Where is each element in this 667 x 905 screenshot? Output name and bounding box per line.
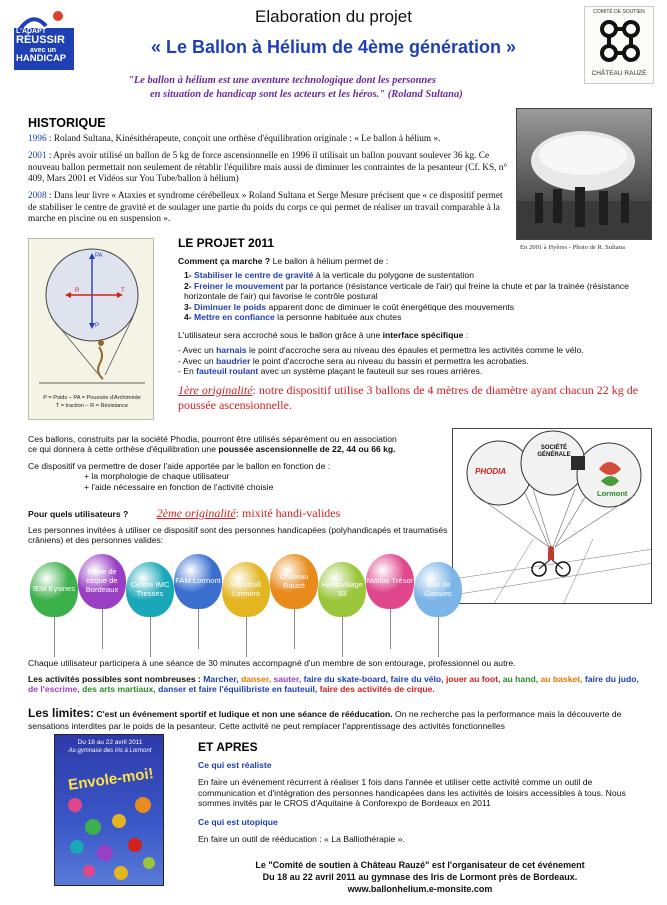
projet-list-item — [184, 302, 648, 312]
quote-line1: "Le ballon à hélium est une aventure technologique dont les personnes — [128, 75, 437, 86]
historique-photo — [516, 108, 652, 240]
utilisateurs-text — [28, 506, 448, 546]
projet-item-key: Stabiliser le centre de gravité — [194, 270, 314, 281]
sponsor-lormont: Lormont — [597, 489, 628, 498]
activity-item: danser, — [241, 674, 274, 684]
projet-bullet — [178, 356, 648, 366]
ballons-line2 — [28, 444, 448, 454]
activity-item: jouer au foot, — [445, 674, 503, 684]
label-pa: PA — [95, 253, 103, 259]
bullet-key: harnais — [216, 345, 247, 356]
historique-text-body: : Dans leur livre « Ataxies et syndrome cérébelleux » Roland Sultana et Serge Mesure précisent que « ce dispositif permet de stabiliser le centre de gravité et de soulager une partie du poids du corps ce qui permet de réaliser un travail comparable à la marche en piscine ou en suspension ». — [28, 191, 503, 224]
historique-year: 2008 — [28, 191, 47, 202]
quote-line2: en situation de handicap sont les acteurs et les héros." (Roland Sultana) — [150, 88, 463, 100]
balloon-string — [342, 617, 343, 657]
balloon-string — [150, 617, 151, 657]
projet-question-label: Comment ça marche ? — [178, 256, 271, 266]
poster-line2: Au gymnase des Iris à Lormont — [68, 748, 152, 754]
limites-body: On ne recherche pas la performance mais la découverte de sensations interdites par le poids de la pesanteur. Cette activité ne peut remplacer l'apprentissage des activités fonctionnelles — [28, 709, 622, 731]
balloon-string — [390, 609, 391, 649]
activity-item: au hand, — [502, 674, 541, 684]
projet-item-key: Diminuer le poids — [194, 301, 267, 312]
ballons-line2-pre: ce qui donnera à cette orthèse d'équilibration une — [28, 444, 219, 455]
limites-text — [28, 706, 648, 731]
sultana-quote — [128, 74, 548, 101]
ballons-line2-key: poussée ascensionnelle de 22, 44 ou 66 kg. — [218, 444, 396, 455]
label-r: R — [75, 288, 80, 294]
partner-balloon-label: Marius Trésor — [366, 554, 414, 609]
realiste-text: En faire un événement récurrent à réaliser 1 fois dans l'année et utiliser cette activité comme un outil de communication et d'intégration des personnes handicapées dans les activités de loisirs accessibles à tous. Nous sommes invités par le CROS d'Aquitaine à Conforexpo de Bordeaux en 2011 — [198, 777, 626, 809]
activity-item: sauter, — [273, 674, 304, 684]
session-text: Chaque utilisateur participera à une séance de 30 minutes accompagné d'un membre de son entourage, professionnel ou autre. — [28, 658, 516, 668]
limites-key: C'est un événement sportif et ludique et non une séance de rééducation. — [94, 709, 393, 719]
dose-item: + l'aide nécessaire en fonction de l'activité choisie — [84, 481, 274, 492]
partner-balloon — [30, 562, 78, 657]
activity-item: faire des activités de cirque. — [319, 684, 435, 695]
historique-year: 1996 — [28, 134, 47, 144]
activity-item: au basket, — [540, 674, 585, 684]
event-poster — [54, 734, 164, 886]
partner-balloon — [78, 554, 126, 657]
originalite-2-text: : mixité handi-valides — [235, 506, 341, 520]
projet-list — [178, 270, 648, 322]
photo-balloon-scene — [517, 109, 652, 240]
projet-list-item — [184, 312, 648, 322]
partner-balloon — [414, 562, 462, 657]
sponsor-balloons-illustration — [452, 428, 652, 604]
projet-item-num: 1- — [184, 270, 192, 281]
activity-item: faire du vélo, — [390, 674, 446, 684]
activity-item: des arts martiaux, — [82, 684, 159, 695]
activity-item: Marcher, — [200, 674, 242, 684]
adapt-logo-line3: avec un — [30, 46, 57, 54]
adapt-logo-line1: L'ADAPT — [16, 28, 47, 35]
poster-line1: Du 18 au 22 avril 2011 — [77, 739, 143, 746]
projet-item-text: par la portance (résistance verticale de l'air) qui freine la chute et par la trainée (résistance horizontale de l'air) qui favorise le contrôle postural — [184, 280, 629, 302]
partner-balloon-label: Centre IMC Tresses — [126, 562, 174, 617]
partner-balloon — [270, 554, 318, 657]
activity-item: de l'escrime, — [28, 684, 83, 695]
balloon-string — [438, 617, 439, 657]
activites-text — [28, 674, 648, 695]
projet-heading: LE PROJET 2011 — [178, 236, 275, 250]
poster-headline: Envole-moi! — [67, 765, 155, 794]
originalite-1 — [178, 383, 648, 413]
historique-text — [28, 134, 508, 231]
projet-bullet — [178, 345, 648, 355]
projet-item-num: 4- — [184, 312, 192, 323]
label-t: T — [121, 288, 125, 294]
activites-label: Les activités possibles sont nombreuses : — [28, 674, 201, 684]
realiste-label: Ce qui est réaliste — [198, 760, 272, 770]
footer-line2: Du 18 au 22 avril 2011 au gymnase des Iris de Lormont près de Bordeaux. — [262, 871, 578, 882]
apres-text — [198, 760, 648, 845]
bullet-text: avec un système plaçant le fauteuil sur ses roues arrières. — [258, 366, 483, 377]
historique-entry — [28, 151, 508, 185]
utilisateurs-question-row — [28, 506, 448, 521]
ballons-line1: Ces ballons, construits par la société Phodia, pourront être utilisés séparément ou en association — [28, 434, 397, 444]
balloon-string — [54, 617, 55, 657]
forces-diagram-graphic — [29, 239, 155, 389]
projet-question-text: Le ballon à hélium permet de : — [270, 256, 389, 266]
projet-bullets — [178, 345, 648, 376]
limites-label: Les limites: — [28, 706, 95, 720]
footer-website-link[interactable]: www.ballonhelium.e-monsite.com — [347, 883, 493, 894]
ballons-text — [28, 434, 448, 492]
interface-key: interface spécifique — [382, 329, 464, 340]
page-subtitle: « Le Ballon à Hélium de 4ème génération » — [150, 37, 517, 57]
projet-interface — [178, 330, 648, 340]
projet-list-item — [184, 270, 648, 280]
interface-post: : — [463, 329, 469, 340]
projet-item-text: la personne habituée aux chutes — [274, 312, 402, 323]
utopique-label: Ce qui est utopique — [198, 816, 278, 827]
projet-item-num: 3- — [184, 301, 192, 312]
partners-balloons — [30, 554, 460, 654]
ballons-dose: Ce dispositif va permettre de doser l'aide apportée par le ballon en fonction de : — [28, 460, 331, 471]
balloon-string — [198, 609, 199, 649]
bullet-pre: - En — [178, 366, 197, 377]
historique-heading: HISTORIQUE — [28, 116, 106, 130]
partner-balloon — [318, 562, 366, 657]
projet-list-item — [184, 281, 648, 302]
projet-item-key: Mettre en confiance — [194, 312, 275, 323]
partner-balloon-label: École de cirque de Bordeaux — [78, 554, 126, 609]
projet-item-key: Freiner le mouvement — [194, 280, 284, 291]
sponsor-societe-generale: SOCIÉTÉ GÉNÉRALE — [537, 445, 571, 458]
photo-caption: En 2001 à Hyères - Photo de R. Sultana — [520, 244, 625, 251]
activity-item: danser et faire l'équilibriste en fauteuil, — [158, 684, 320, 695]
label-p: P — [95, 323, 100, 329]
diagram-legend-2: T = traction – R = Résistance — [55, 402, 129, 409]
apres-heading: ET APRES — [198, 740, 258, 754]
bullet-pre: - Avec un — [178, 345, 217, 356]
utopique-text: En faire un outil de rééducation : « La Balliothérapie ». — [198, 834, 405, 845]
comite-logo-icon — [585, 15, 655, 67]
diagram-legend-1: P = Poids – PA = Poussée d'Archimède — [43, 395, 141, 401]
footer-line1: Le "Comité de soutien à Château Rauzé" est l'organisateur de cet événement — [255, 860, 585, 870]
footer — [180, 860, 660, 896]
sponsor-phodia: PHODIA — [475, 467, 507, 476]
bullet-pre: - Avec un — [178, 355, 217, 366]
originalite-2 — [157, 506, 341, 520]
projet-item-text: à la verticale du polygone de sustentation — [313, 270, 474, 281]
projet-item-text: apparent donc de diminuer le coût énergétique des mouvements — [266, 301, 515, 312]
poster-balloons-graphic — [55, 735, 164, 886]
interface-pre: L'utilisateur sera accroché sous le ballon grâce à une — [178, 329, 383, 340]
historique-text-body: : Roland Sultana, Kinésithérapeute, conçoit une orthèse d'équilibration originale : « Le ballon à hélium ». — [46, 134, 441, 144]
adapt-logo-line2: RÉUSSIR — [16, 34, 65, 47]
bullet-text: le point d'accroche sera au niveau des épaules et permettra les activités comme le vélo. — [246, 345, 584, 356]
comite-logo-top: COMITÉ DE SOUTIEN — [593, 9, 645, 15]
partner-balloon-label: Château Rauzé — [270, 554, 318, 609]
balloon-string — [294, 609, 295, 649]
partner-balloon-label: Tour de Gassies — [414, 562, 462, 617]
utilisateurs-description: Les personnes invitées à utiliser ce dispositif sont des personnes handicapées (polyhandicapés et traumatisés crâniens) et des personnes valides: — [28, 525, 448, 546]
partner-balloon-label: Handball Lormont — [222, 562, 270, 617]
balloon-string — [246, 617, 247, 657]
balloon-string — [102, 609, 103, 649]
projet-item-num: 2- — [184, 280, 192, 291]
originalite-1-label: 1ère originalité — [178, 382, 253, 397]
partner-balloon — [126, 562, 174, 657]
adapt-logo-line4: HANDICAP — [16, 53, 67, 65]
forces-diagram — [28, 238, 154, 420]
partner-balloon — [222, 562, 270, 657]
projet-bullet — [178, 366, 648, 376]
projet-text — [178, 256, 648, 413]
comite-logo — [584, 6, 654, 84]
partner-balloon-label: Handivillage 33 — [318, 562, 366, 617]
activity-item: faire du judo, — [584, 674, 639, 684]
historique-entry — [28, 191, 508, 225]
partner-balloon — [174, 554, 222, 657]
activity-item: faire du skate-board, — [303, 674, 391, 684]
originalite-1-text: : notre dispositif utilise 3 ballons de 4 mètres de diamètre ayant chacun 22 kg de poussée ascensionnelle. — [178, 382, 639, 412]
comite-logo-bottom: CHÂTEAU RAUZÉ — [591, 69, 647, 77]
projet-question — [178, 256, 648, 266]
originalite-2-label: 2ème originalité — [156, 506, 236, 520]
bullet-key: baudrier — [216, 355, 251, 366]
historique-year: 2001 — [28, 151, 47, 162]
partner-balloon-label: IEM Eysines — [30, 562, 78, 617]
dose-item: + la morphologie de chaque utilisateur — [84, 471, 230, 482]
historique-text-body: : Après avoir utilisé un ballon de 5 kg de force ascensionnelle en 1996 il utilisait un ballon pouvant soulever 36 kg. Ce nouveau ballon permettait non seulement de rétablir l'équilibre mais aussi de diminuer les contraintes de la pesanteur (Cf. KS, n° 409, Mars 2001 et Vidéos sur You Tube/ballon à hélium) — [28, 151, 508, 184]
bullet-text: le point d'accroche sera au niveau du bassin et permettra les acrobaties. — [250, 355, 529, 366]
page-title: Elaboration du projet — [255, 7, 412, 26]
partner-balloon — [366, 554, 414, 657]
utilisateurs-question: Pour quels utilisateurs ? — [28, 509, 129, 519]
historique-entry — [28, 134, 508, 145]
partner-balloon-label: FAM Lormont — [174, 554, 222, 609]
bullet-key: fauteuil roulant — [196, 366, 259, 377]
